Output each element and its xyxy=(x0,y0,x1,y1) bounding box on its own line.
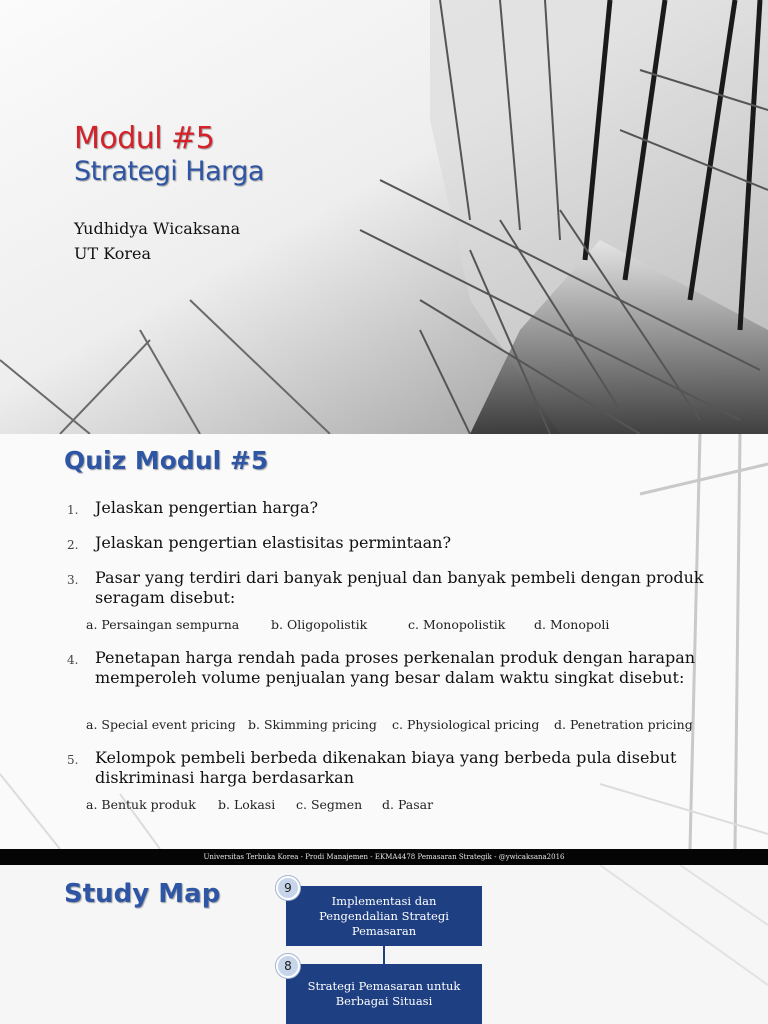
answer-option: a. Persaingan sempurna xyxy=(86,617,240,632)
question-text: Jelaskan pengertian elastisitas permintaan? xyxy=(95,533,452,552)
slide-footer: Universitas Terbuka Korea - Prodi Manajemen - EKMA4478 Pemasaran Strategik - @ywicaksana2016 xyxy=(0,849,768,865)
question-number: 1. xyxy=(67,503,79,517)
answer-option: b. Oligopolistik xyxy=(271,617,368,632)
answer-option: b. Skimming pricing xyxy=(248,717,377,732)
study-map-slide xyxy=(0,865,768,1024)
answer-option: a. Bentuk produk xyxy=(86,797,196,812)
author-name: Yudhidya Wicaksana xyxy=(74,219,241,238)
step-number-badge: 9 xyxy=(276,876,300,900)
study-map-title: Study Map xyxy=(64,879,221,909)
author-affiliation: UT Korea xyxy=(74,244,152,263)
question-text: Pasar yang terdiri dari banyak penjual dan banyak pembeli dengan produk seragam disebut: xyxy=(95,568,704,607)
cover-slide xyxy=(0,0,768,434)
step-number-badge: 8 xyxy=(276,954,300,978)
answer-option: c. Monopolistik xyxy=(408,617,506,632)
quiz-slide xyxy=(0,434,768,849)
question-number: 2. xyxy=(67,538,79,552)
study-map-step-9: Implementasi dan Pengendalian Strategi Pemasaran xyxy=(286,886,482,946)
answer-option: b. Lokasi xyxy=(218,797,276,812)
question-number: 5. xyxy=(67,753,79,767)
answer-option: d. Pasar xyxy=(382,797,434,812)
quiz-title: Quiz Modul #5 xyxy=(64,446,269,475)
author-block xyxy=(74,216,240,266)
question-number: 4. xyxy=(67,653,79,667)
answer-option: d. Penetration pricing xyxy=(554,717,693,732)
question-number: 3. xyxy=(67,573,79,587)
question-text: Kelompok pembeli berbeda dikenakan biaya yang berbeda pula disebut diskriminasi harga berdasarkan xyxy=(95,748,677,787)
answer-option: c. Physiological pricing xyxy=(392,717,540,732)
question-text: Jelaskan pengertian harga? xyxy=(95,498,319,517)
answer-option: c. Segmen xyxy=(296,797,363,812)
answer-option: d. Monopoli xyxy=(534,617,610,632)
module-title: Modul #5 xyxy=(74,121,215,156)
study-map-step-8: Strategi Pemasaran untuk Berbagai Situasi xyxy=(286,964,482,1024)
module-subtitle: Strategi Harga xyxy=(74,156,264,187)
question-text: Penetapan harga rendah pada proses perkenalan produk dengan harapan memperoleh volume penjualan yang besar dalam waktu singkat disebut: xyxy=(95,648,696,687)
map-connector-line xyxy=(383,946,385,964)
answer-option: a. Special event pricing xyxy=(86,717,236,732)
